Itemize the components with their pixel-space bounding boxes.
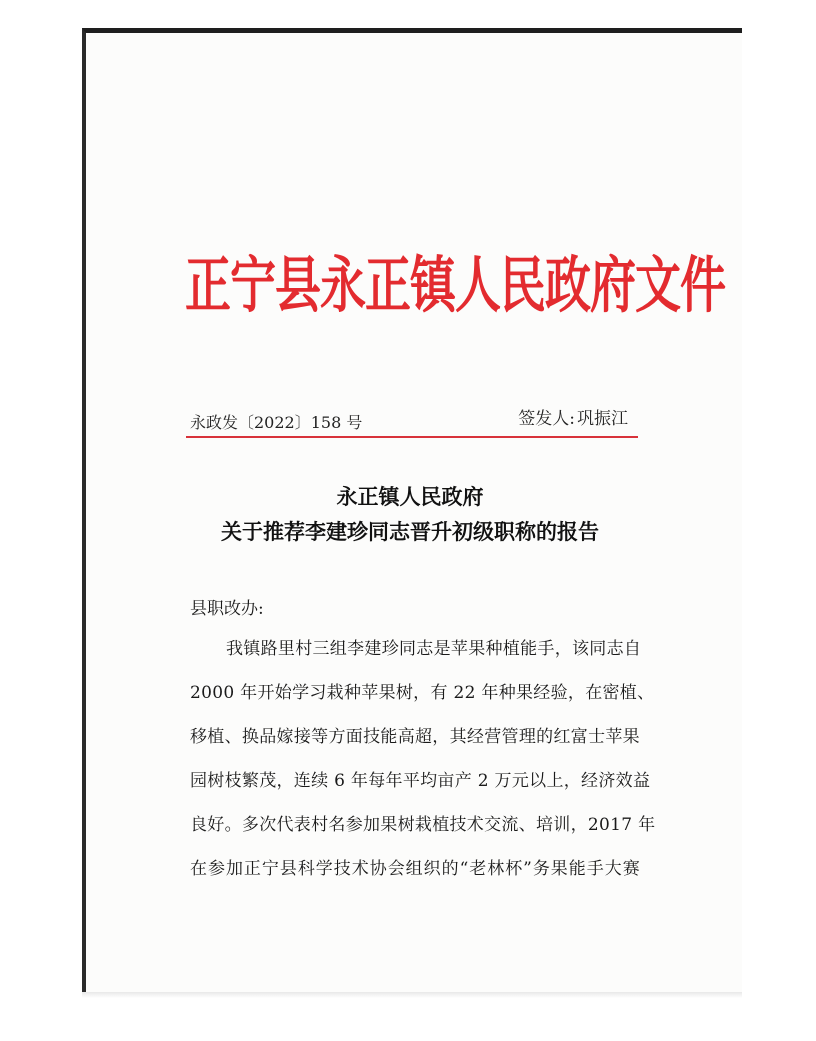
header-divider	[186, 436, 638, 438]
sheet-bottom-edge	[82, 992, 742, 998]
body-line: 我镇路里村三组李建珍同志是苹果种植能手，该同志自	[226, 639, 642, 659]
body-line: 园树枝繁茂，连续 6 年每年平均亩产 2 万元以上，经济效益	[190, 771, 651, 791]
body-line: 良好。多次代表村名参加果树栽植技术交流、培训，2017 年	[190, 815, 656, 835]
document-sheet	[82, 28, 742, 996]
document-header: 正宁县永正镇人民政府文件	[185, 249, 725, 321]
document-title-line2: 关于推荐李建珍同志晋升初级职称的报告	[221, 519, 599, 544]
document-number: 永政发〔2022〕158 号	[190, 413, 363, 432]
issuer-label: 签发人:	[518, 409, 575, 429]
document-title-line1: 永正镇人民政府	[336, 484, 484, 509]
body-line: 2000 年开始学习栽种苹果树，有 22 年种果经验，在密植、	[190, 683, 655, 703]
salutation: 县职改办:	[190, 599, 264, 619]
issuer	[518, 404, 628, 429]
issuer-name: 巩振江	[577, 409, 628, 429]
body-line: 在参加正宁县科学技术协会组织的“老林杯”务果能手大赛	[190, 859, 640, 879]
body-line: 移植、换品嫁接等方面技能高超，其经营管理的红富士苹果	[190, 727, 640, 747]
